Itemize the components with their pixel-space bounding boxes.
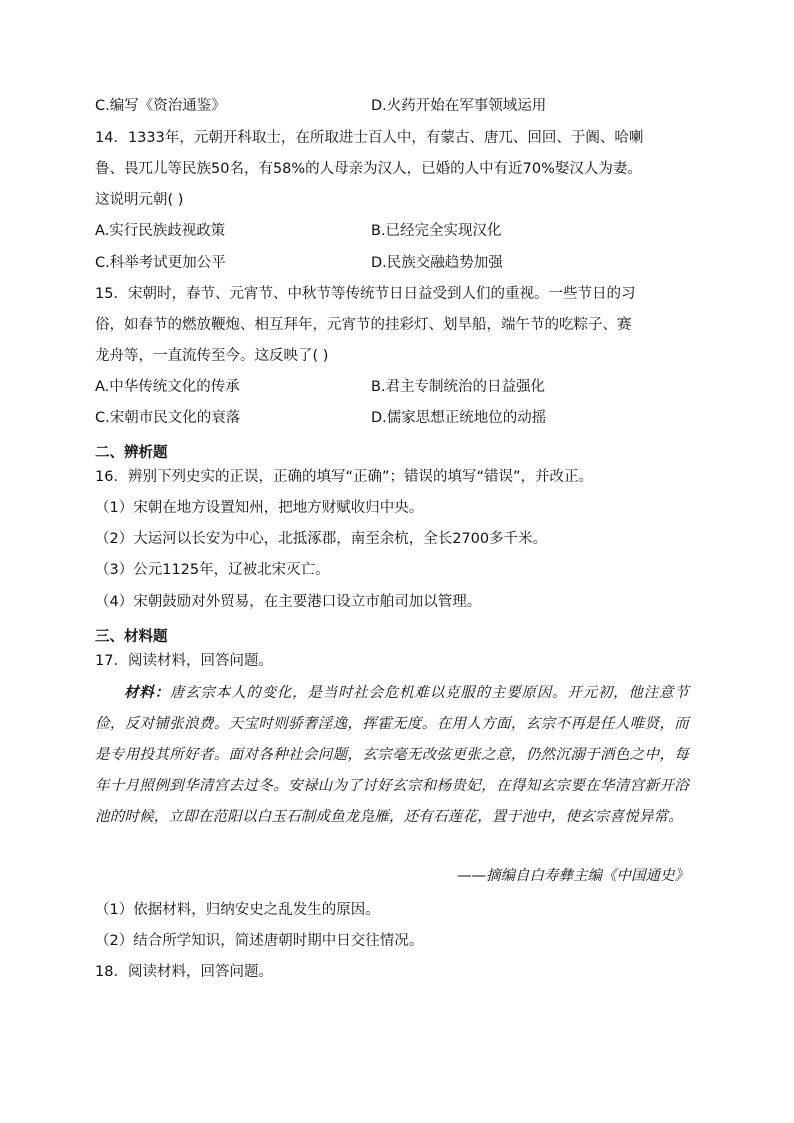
- q13-options-row-2: [95, 96, 695, 116]
- q14-option-b: B.已经完全实现汉化: [371, 223, 502, 239]
- q17-item-2: （2）结合所学知识，简述唐朝时期中日交往情况。: [95, 933, 424, 949]
- q13-option-d: D.火药开始在军事领域运用: [371, 98, 547, 114]
- q14-option-c: C.科举考试更加公平: [95, 255, 226, 271]
- q15-stem-line-1: 15．宋朝时，春节、元宵节、中秋节等传统节日日益受到人们的重视。一些节日的习: [95, 286, 636, 302]
- material-label: 材料：: [124, 684, 170, 701]
- section-heading-material: 三、材料题: [95, 629, 168, 645]
- section-heading-analysis: 二、辨析题: [95, 445, 168, 461]
- q14-stem-line-2: 鲁、畏兀儿等民族50名，有58%的人母亲为汉人，已婚的人中有近70%娶汉人为妻。: [95, 161, 642, 177]
- q14-option-a: A.实行民族歧视政策: [95, 223, 226, 239]
- q15-option-d: D.儒家思想正统地位的动摇: [371, 410, 547, 426]
- q18-stem: 18．阅读材料，回答问题。: [95, 964, 273, 980]
- q14-options-row-2: [95, 253, 695, 273]
- q17-item-1: （1）依据材料，归纳安史之乱发生的原因。: [95, 902, 380, 918]
- q15-option-b: B.君主专制统治的日益强化: [371, 379, 546, 395]
- q14-options-row-1: [95, 221, 695, 241]
- q16-item-2: （2）大运河以长安为中心，北抵涿郡，南至余杭，全长2700多千米。: [95, 531, 548, 547]
- q16-item-1: （1）宋朝在地方设置知州，把地方财赋收归中央。: [95, 500, 424, 516]
- q15-options-row-2: [95, 408, 695, 428]
- q14-stem-line-3: 这说明元朝( ): [95, 192, 184, 208]
- q17-stem: 17．阅读材料，回答问题。: [95, 653, 273, 669]
- q15-stem-line-3: 龙舟等，一直流传至今。这反映了( ): [95, 348, 329, 364]
- q16-stem: 16．辨别下列史实的正误，正确的填写“正确”；错误的填写“错误”，并改正。: [95, 469, 593, 485]
- q17-material-passage: [95, 677, 689, 833]
- q14-option-d: D.民族交融趋势加强: [371, 255, 503, 271]
- q14-stem-line-1: 14．1333年，元朝开科取士，在所取进士百人中，有蒙古、唐兀、回回、于阗、哈喇: [95, 130, 644, 146]
- material-text: 唐玄宗本人的变化，是当时社会危机难以克服的主要原因。开元初，他注意节俭，反对铺张浪费。天宝时则骄奢淫逸，挥霍无度。在用人方面，玄宗不再是任人唯贤，而是专用投其所好者。面对各种社会问题，玄宗毫无改弦更张之意，仍然沉溺于酒色之中，每年十月照例到华清宫去过冬。安禄山为了讨好玄宗和杨贵妃，在得知玄宗要在华清宫新开浴池的时候，立即在范阳以白玉石制成鱼龙凫雁，还有石莲花，置于池中，使玄宗喜悦异常。: [95, 685, 689, 825]
- q15-option-a: A.中华传统文化的传承: [95, 379, 240, 395]
- q16-item-3: （3）公元1125年，辽被北宋灭亡。: [95, 562, 330, 578]
- q13-option-c: C.编写《资治通鉴》: [95, 98, 226, 114]
- q15-option-c: C.宋朝市民文化的衰落: [95, 410, 241, 426]
- material-source: ——摘编自白寿彝主编《中国通史》: [457, 868, 689, 884]
- q15-options-row-1: [95, 377, 695, 397]
- q15-stem-line-2: 俗，如春节的燃放鞭炮、相互拜年，元宵节的挂彩灯、划旱船，端午节的吃粽子、赛: [95, 317, 632, 333]
- q16-item-4: （4）宋朝鼓励对外贸易，在主要港口设立市舶司加以管理。: [95, 594, 482, 610]
